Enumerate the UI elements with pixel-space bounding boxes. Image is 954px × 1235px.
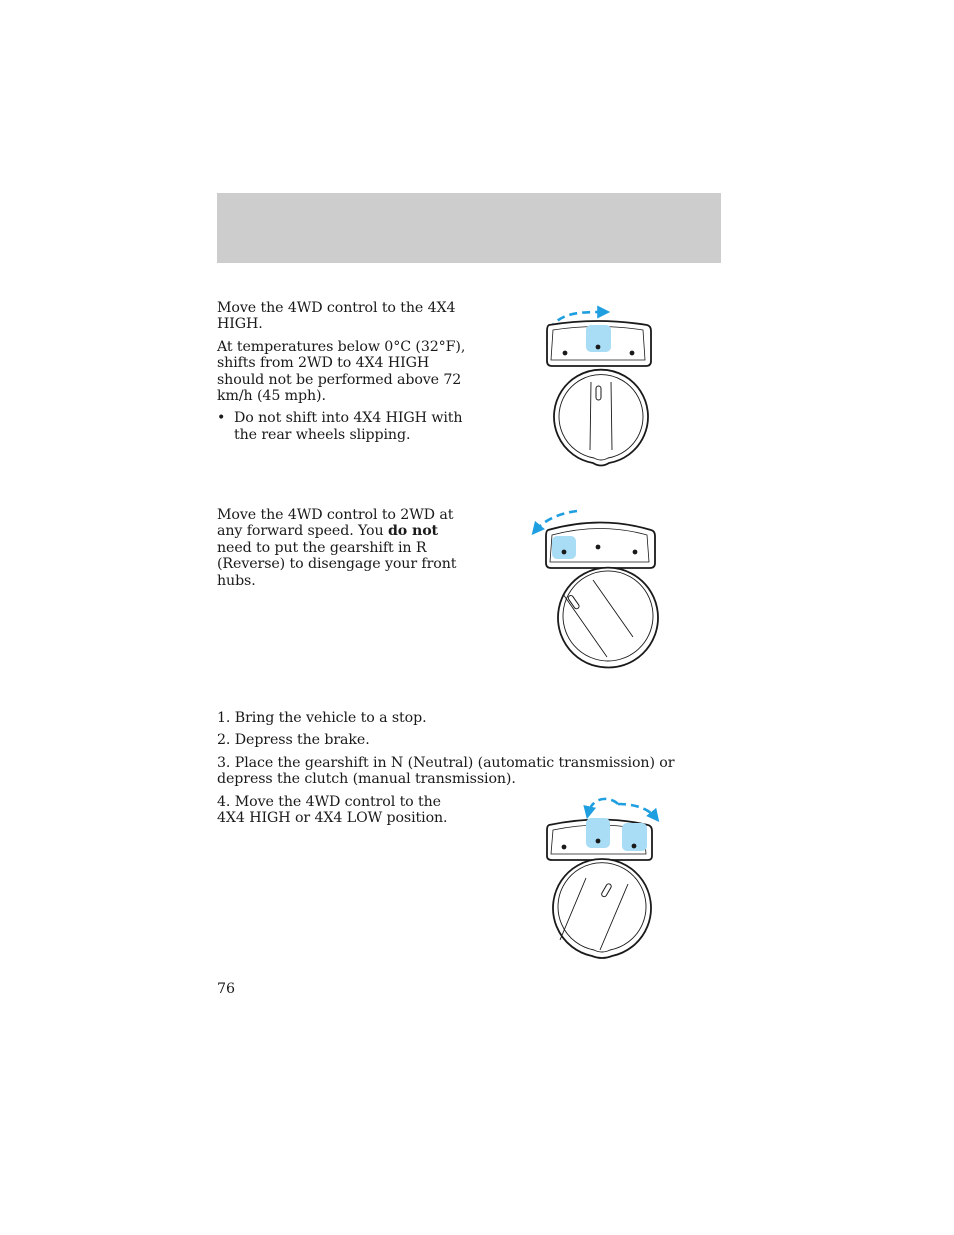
shift-arrow-icon — [588, 799, 618, 814]
step-item: 4. Move the 4WD control to the 4X4 HIGH or 4X4 LOW position. — [217, 793, 448, 827]
rotary-knob-icon — [558, 568, 658, 668]
page-number: 76 — [217, 981, 236, 997]
4wd-control-figure-2wd — [525, 505, 665, 675]
step-item: 1. Bring the vehicle to a stop. — [217, 710, 427, 726]
4wd-control-figure-4x4-high — [530, 300, 670, 470]
rotary-knob-icon — [553, 859, 651, 958]
shift-arrow-icon — [618, 804, 656, 818]
4wd-control-figure-4x4-high-low — [530, 790, 670, 965]
emphasis: do not — [387, 523, 439, 540]
position-highlight — [552, 536, 576, 559]
bullet-text: Do not shift into 4X4 HIGH with the rear wheels slipping. — [234, 410, 463, 443]
rotary-knob-icon — [554, 370, 648, 466]
bullet-item — [217, 410, 467, 443]
section-2wd — [217, 507, 477, 595]
section-4x4-high — [217, 300, 467, 443]
bullet-marker: • — [217, 410, 226, 427]
paragraph: At temperatures below 0°C (32°F), shifts from 2WD to 4X4 HIGH should not be performed above 72 km/h (45 mph). — [217, 338, 466, 405]
position-highlight — [586, 818, 610, 848]
header-band — [217, 193, 721, 263]
step-item: 2. Depress the brake. — [217, 732, 370, 749]
paragraph: Move the 4WD control to the 4X4 HIGH. — [217, 300, 456, 333]
paragraph: Move the 4WD control to 2WD at any forward speed. You do not need to put the gearshift in R (Reverse) to disengage your front hubs. — [217, 507, 457, 589]
step-item: 3. Place the gearshift in N (Neutral) (automatic transmission) or depress the clutch (manual transmission). — [217, 754, 675, 788]
